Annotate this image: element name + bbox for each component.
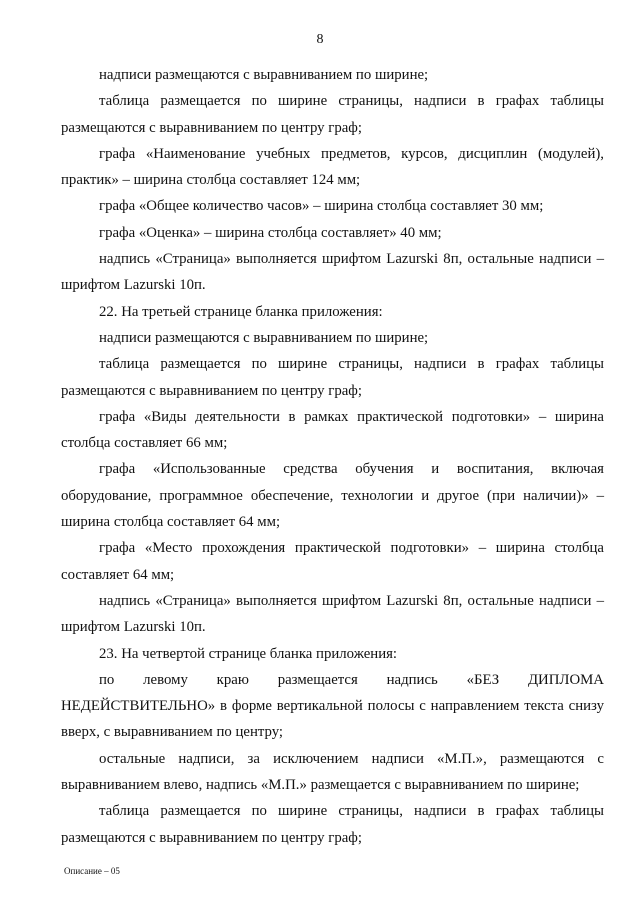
paragraph: графа «Оценка» – ширина столбца составляет» 40 мм; <box>99 224 442 241</box>
page-number: 8 <box>316 32 324 47</box>
paragraph: таблица размещается по ширине страницы, надписи в графах таблицы размещаются с выравниванием по центру граф; <box>61 356 604 399</box>
section-heading: 23. На четвертой странице бланка приложения: <box>99 645 398 662</box>
paragraph: таблица размещается по ширине страницы, надписи в графах таблицы размещаются с выравниванием по центру граф; <box>61 803 604 846</box>
paragraph: надписи размещаются с выравниванием по ширине; <box>99 67 429 83</box>
document-body <box>61 62 604 851</box>
paragraph: графа «Место прохождения практической подготовки» – ширина столбца составляет 64 мм; <box>61 540 604 583</box>
section-heading: 22. На третьей странице бланка приложения: <box>99 303 383 320</box>
paragraph: графа «Виды деятельности в рамках практической подготовки» – ширина столбца составляет 66 мм; <box>61 408 604 452</box>
paragraph: таблица размещается по ширине страницы, надписи в графах таблицы размещаются с выравниванием по центру граф; <box>61 93 604 136</box>
paragraph: графа «Использованные средства обучения и воспитания, включая оборудование, программное обеспечение, технологии и другое (при наличии)» – ширина столбца составляет 64 мм; <box>61 461 604 531</box>
paragraph: надпись «Страница» выполняется шрифтом Lazurski 8п, остальные надписи – шрифтом Lazurski 10п. <box>61 592 604 636</box>
paragraph: остальные надписи, за исключением надписи «М.П.», размещаются с выравниванием влево, надпись «М.П.» размещается с выравниванием по ширине; <box>61 750 604 794</box>
paragraph: графа «Наименование учебных предметов, курсов, дисциплин (модулей), практик» – ширина столбца составляет 124 мм; <box>61 145 604 189</box>
paragraph: надписи размещаются с выравниванием по ширине; <box>99 329 429 346</box>
footer-note: Описание – 05 <box>64 866 120 876</box>
paragraph: графа «Общее количество часов» – ширина столбца составляет 30 мм; <box>99 198 544 215</box>
paragraph: по левому краю размещается надпись «БЕЗ ДИПЛОМА НЕДЕЙСТВИТЕЛЬНО» в форме вертикальной полосы с направлением текста снизу вверх, с выравниванием по центру; <box>61 671 604 741</box>
paragraph: надпись «Страница» выполняется шрифтом Lazurski 8п, остальные надписи – шрифтом Lazurski 10п. <box>61 251 604 294</box>
